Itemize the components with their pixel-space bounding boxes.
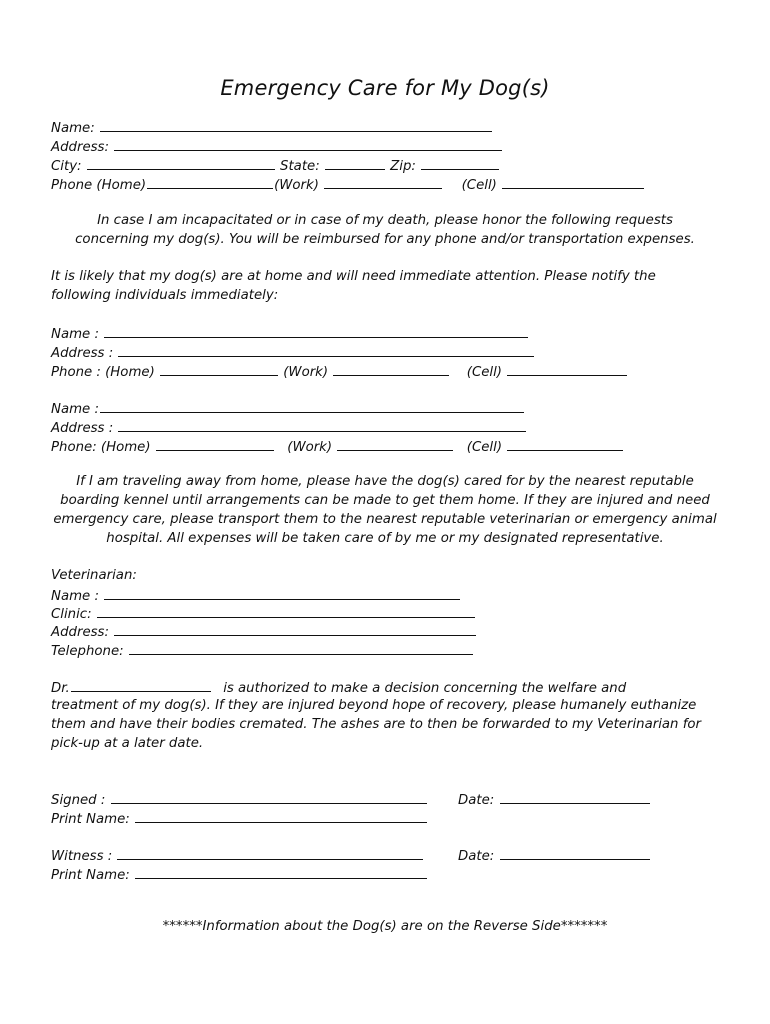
witness-label: Witness :: [51, 849, 113, 864]
owner-cell-field[interactable]: [502, 175, 644, 189]
owner-address-field[interactable]: [114, 137, 502, 151]
vet-address-field[interactable]: [114, 622, 476, 636]
contact1-cell-field[interactable]: [507, 362, 627, 376]
contact2-phone-label: Phone: (Home): [51, 440, 151, 455]
print-name2-field[interactable]: [135, 865, 427, 879]
travel-line-2: boarding kennel until arrangements can be made to get them home. If they are injured and need: [60, 493, 710, 508]
owner-zip-field[interactable]: [421, 156, 499, 170]
contact2-name-label: Name :: [51, 402, 99, 417]
contact2-phone-home-field[interactable]: [156, 437, 274, 451]
owner-city-label: City:: [51, 159, 82, 174]
owner-work-label: (Work): [274, 178, 319, 193]
contact2-name-row: [51, 399, 525, 419]
vet-name-label: Name :: [51, 589, 99, 604]
date-field[interactable]: [500, 790, 650, 804]
vet-clinic-row: [51, 604, 476, 624]
contact2-cell-field[interactable]: [507, 437, 623, 451]
owner-work-field[interactable]: [324, 175, 442, 189]
contact1-cell-label: (Cell): [466, 365, 502, 380]
contact1-address-field[interactable]: [118, 343, 534, 357]
date2-field[interactable]: [500, 846, 650, 860]
vet-address-label: Address:: [51, 625, 109, 640]
notify-line-2: following individuals immediately:: [51, 288, 279, 303]
contact2-work-field[interactable]: [337, 437, 453, 451]
intro-line-2: concerning my dog(s). You will be reimbursed for any phone and/or transportation expenses.: [75, 232, 695, 247]
owner-zip-label: Zip:: [390, 159, 416, 174]
signed-row: [51, 790, 428, 810]
contact1-phone-label: Phone : (Home): [51, 365, 155, 380]
print-name2-row: [51, 865, 428, 885]
contact1-name-field[interactable]: [104, 324, 528, 338]
contact1-address-row: [51, 343, 535, 363]
reverse-side-note: ******Information about the Dog(s) are on the Reverse Side*******: [162, 919, 608, 934]
travel-line-1: If I am traveling away from home, please have the dog(s) cared for by the nearest reputable: [76, 474, 694, 489]
vet-telephone-field[interactable]: [129, 641, 473, 655]
owner-cell-label: (Cell): [461, 178, 497, 193]
date-row: [458, 790, 651, 810]
print-name-row: [51, 809, 428, 829]
intro-line-1: In case I am incapacitated or in case of my death, please honor the following requests: [97, 213, 673, 228]
owner-state-field[interactable]: [325, 156, 385, 170]
auth-dr-field[interactable]: [71, 678, 211, 692]
date-label: Date:: [458, 793, 495, 808]
contact2-phone-row: [51, 437, 624, 457]
contact2-work-label: (Work): [287, 440, 333, 455]
signed-field[interactable]: [111, 790, 427, 804]
auth-line-3: them and have their bodies cremated. The ashes are to then be forwarded to my Veterinarian for: [51, 717, 701, 732]
contact1-phone-home-field[interactable]: [160, 362, 278, 376]
date2-label: Date:: [458, 849, 495, 864]
owner-state-label: State:: [280, 159, 320, 174]
vet-name-row: [51, 586, 461, 606]
contact2-address-field[interactable]: [118, 418, 526, 432]
vet-telephone-row: [51, 641, 474, 661]
form-title: Emergency Care for My Dog(s): [220, 76, 550, 100]
owner-address-label: Address:: [51, 140, 109, 155]
travel-line-3: emergency care, please transport them to the nearest reputable veterinarian or emergency animal: [53, 512, 717, 527]
vet-name-field[interactable]: [104, 586, 460, 600]
contact2-address-label: Address :: [51, 421, 114, 436]
owner-phone-home-label: Phone (Home): [51, 178, 147, 193]
contact2-address-row: [51, 418, 527, 438]
contact2-name-field[interactable]: [100, 399, 524, 413]
auth-line-1-text: is authorized to make a decision concerning the welfare and: [223, 681, 627, 696]
contact2-cell-label: (Cell): [466, 440, 503, 455]
contact1-phone-row: [51, 362, 628, 382]
vet-telephone-label: Telephone:: [51, 644, 124, 659]
print-name-field[interactable]: [135, 809, 427, 823]
owner-address-row: [51, 137, 503, 157]
witness-field[interactable]: [117, 846, 423, 860]
contact1-name-row: [51, 324, 529, 344]
auth-line-2: treatment of my dog(s). If they are injured beyond hope of recovery, please humanely euthanize: [51, 698, 697, 713]
auth-line-4: pick-up at a later date.: [51, 736, 204, 751]
owner-name-row: [51, 118, 493, 138]
owner-city-row: [51, 156, 500, 176]
signed-label: Signed :: [51, 793, 106, 808]
date2-row: [458, 846, 651, 866]
contact1-name-label: Name :: [51, 327, 99, 342]
owner-city-field[interactable]: [87, 156, 275, 170]
contact1-work-label: (Work): [283, 365, 329, 380]
vet-address-row: [51, 622, 477, 642]
owner-name-label: Name:: [51, 121, 95, 136]
owner-name-field[interactable]: [100, 118, 492, 132]
contact1-work-field[interactable]: [333, 362, 449, 376]
notify-line-1: It is likely that my dog(s) are at home and will need immediate attention. Please notify the: [51, 269, 656, 284]
owner-phone-home-field[interactable]: [147, 175, 273, 189]
witness-row: [51, 846, 424, 866]
print-name2-label: Print Name:: [51, 868, 130, 883]
travel-line-4: hospital. All expenses will be taken care of by me or my designated representative.: [106, 531, 664, 546]
vet-clinic-field[interactable]: [97, 604, 475, 618]
vet-clinic-label: Clinic:: [51, 607, 92, 622]
vet-heading: Veterinarian:: [51, 568, 137, 583]
print-name-label: Print Name:: [51, 812, 130, 827]
auth-line-1: [51, 678, 626, 698]
auth-dr-label: Dr.: [51, 681, 70, 696]
contact1-address-label: Address :: [51, 346, 114, 361]
owner-phone-row: [51, 175, 645, 195]
